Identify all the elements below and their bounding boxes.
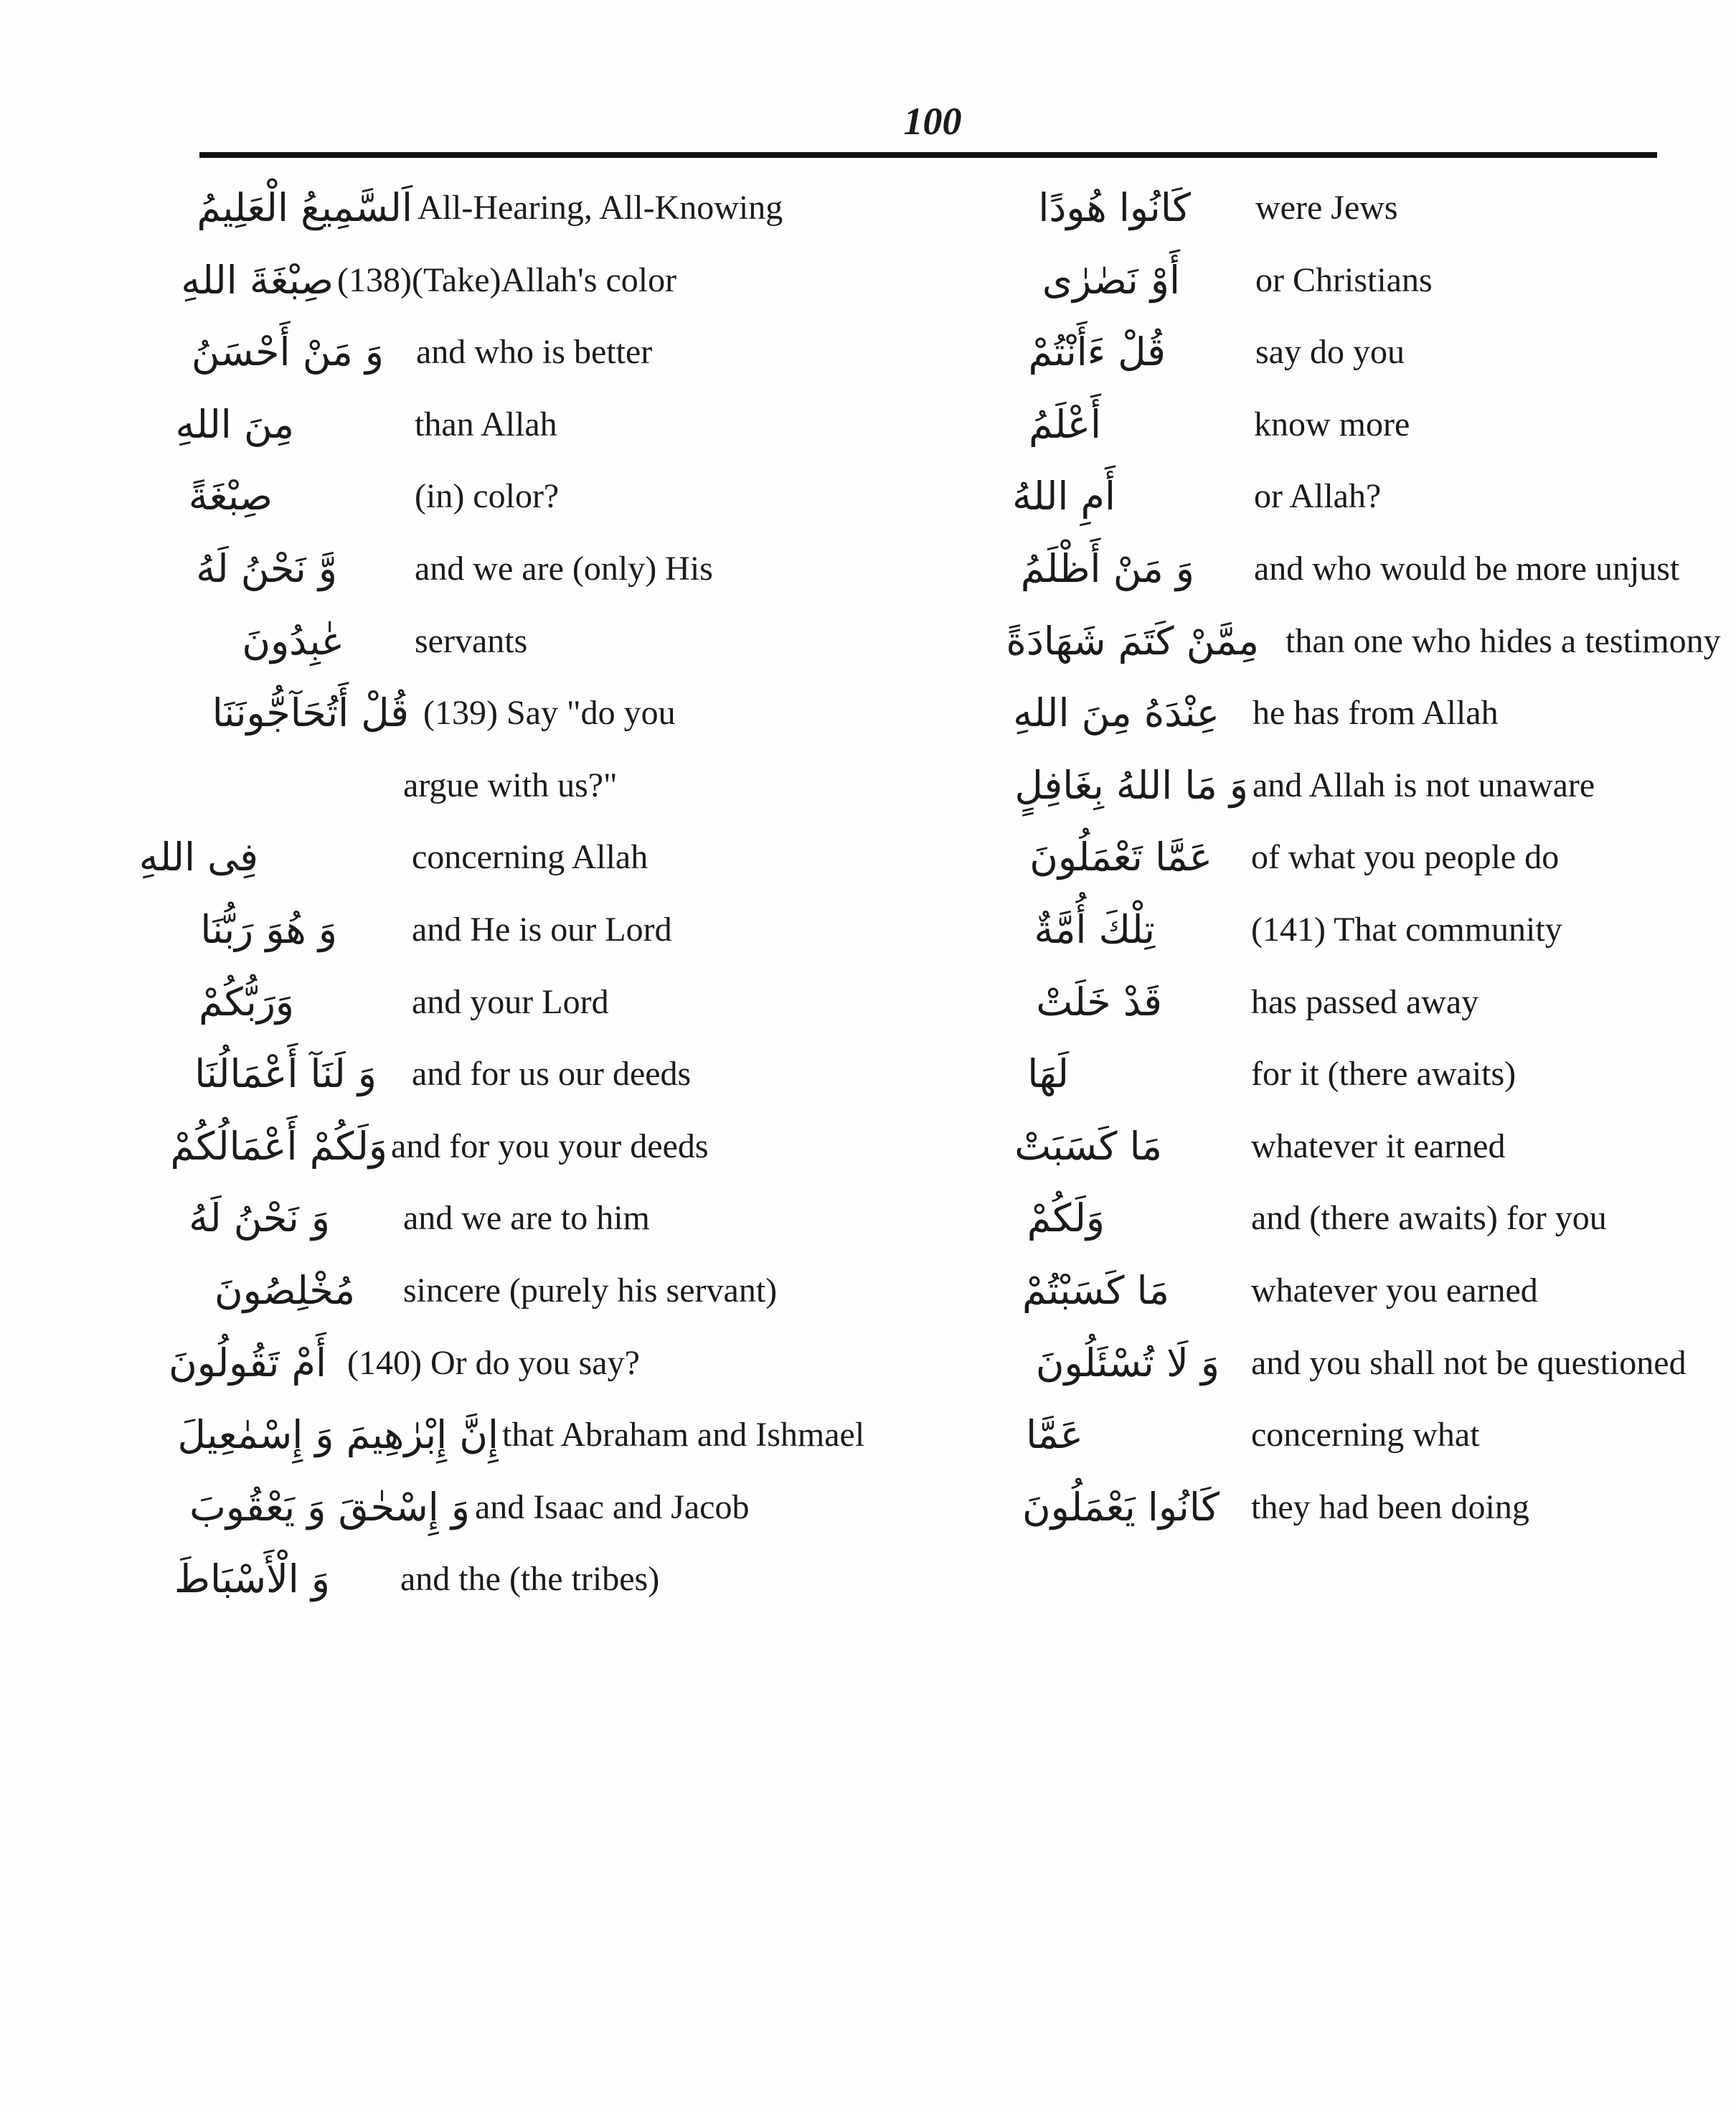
english-translation: and Allah is not unaware	[1253, 766, 1595, 804]
arabic-term: تِلْكَ أُمَّةٌ	[1034, 907, 1155, 952]
arabic-term: وَ هُوَ رَبُّنَا	[200, 907, 337, 952]
english-translation: and (there awaits) for you	[1251, 1199, 1607, 1238]
arabic-term: قُلْ ءَأَنْتُمْ	[1028, 329, 1166, 375]
arabic-term: وَلَكُمْ أَعْمَالُكُمْ	[170, 1123, 387, 1169]
arabic-term: أَمْ تَقُولُونَ	[169, 1340, 326, 1386]
arabic-term: إِنَّ إِبْرٰهِيمَ وَ إِسْمٰعِيلَ	[177, 1412, 499, 1458]
right-entry	[0, 1186, 1736, 1251]
english-translation: whatever you earned	[1251, 1271, 1538, 1310]
arabic-term: صِبْغَةَ اللهِ	[181, 257, 334, 303]
arabic-term: عٰبِدُونَ	[242, 618, 344, 664]
english-translation: know more	[1254, 405, 1410, 443]
arabic-term: أَمِ اللهُ	[1012, 474, 1115, 519]
arabic-term: كَانُوا هُودًا	[1038, 185, 1191, 230]
arabic-term: عِنْدَهُ مِنَ اللهِ	[1013, 690, 1220, 736]
arabic-term: وَ إِسْحٰقَ وَ يَعْقُوبَ	[189, 1484, 470, 1530]
english-translation: they had been doing	[1251, 1487, 1529, 1526]
arabic-term: مِنَ اللهِ	[175, 401, 294, 447]
english-translation: servants	[415, 621, 528, 660]
arabic-term: قَدْ خَلَتْ	[1036, 979, 1162, 1025]
english-translation: or Christians	[1255, 260, 1433, 299]
right-entry	[0, 1114, 1736, 1179]
right-entry	[0, 176, 1736, 240]
english-translation: and He is our Lord	[412, 911, 672, 949]
right-entry	[0, 248, 1736, 313]
english-translation: sincere (purely his servant)	[403, 1271, 778, 1310]
english-translation: (in) color?	[415, 477, 560, 516]
english-translation: and you shall not be questioned	[1251, 1343, 1687, 1382]
arabic-term: أَوْ نَصٰرٰى	[1042, 257, 1180, 303]
arabic-term: وَ نَحْنُ لَهُ	[189, 1195, 330, 1241]
arabic-term: وَ مَنْ أَظْلَمُ	[1020, 546, 1194, 591]
arabic-term: وَ لَا تُسْئَلُونَ	[1035, 1340, 1220, 1386]
right-entry	[0, 681, 1736, 746]
english-translation: (141) That community	[1251, 911, 1562, 949]
english-translation: has passed away	[1251, 982, 1479, 1021]
arabic-term: مُخْلِصُونَ	[214, 1268, 355, 1313]
english-translation: than Allah	[415, 405, 557, 443]
right-entry	[0, 320, 1736, 385]
english-translation: and who is better	[416, 333, 653, 372]
arabic-term: وَ لَنَآ أَعْمَالُنَا	[194, 1051, 377, 1097]
arabic-term: وَّ نَحْنُ لَهُ	[196, 546, 337, 591]
english-translation: he has from Allah	[1253, 694, 1499, 733]
english-translation: say do you	[1255, 333, 1405, 372]
right-entry	[0, 537, 1736, 601]
page-number: 100	[903, 100, 962, 143]
english-translation: (138)(Take)Allah's color	[337, 260, 677, 299]
arabic-term: وَرَبُّكُمْ	[199, 979, 294, 1025]
right-entry	[0, 1331, 1736, 1396]
arabic-term: وَ مَا اللهُ بِغَافِلٍ	[1014, 762, 1248, 808]
arabic-term: اَلسَّمِيعُ الْعَلِيمُ	[197, 185, 412, 230]
english-translation: of what you people do	[1251, 838, 1560, 877]
english-translation: concerning what	[1251, 1416, 1480, 1454]
english-translation: that Abraham and Ishmael	[502, 1416, 865, 1454]
right-entry	[0, 1259, 1736, 1323]
english-translation: and your Lord	[412, 982, 609, 1021]
english-translation: argue with us?"	[403, 766, 618, 804]
english-translation: and we are to him	[403, 1199, 650, 1238]
arabic-term: وَ الْأَسْبَاطَ	[174, 1556, 330, 1602]
right-entry	[0, 753, 1736, 818]
right-entry	[0, 609, 1736, 674]
english-translation: All-Hearing, All-Knowing	[418, 189, 783, 227]
english-translation: and for us our deeds	[412, 1055, 692, 1094]
right-entry	[0, 392, 1736, 457]
arabic-term: عَمَّا	[1026, 1412, 1083, 1458]
english-translation: (139) Say "do you	[423, 694, 676, 733]
english-translation: for it (there awaits)	[1251, 1055, 1516, 1094]
arabic-term: مِمَّنْ كَتَمَ شَهَادَةً	[1006, 618, 1259, 664]
english-translation: were Jews	[1255, 189, 1398, 227]
english-translation: (140) Or do you say?	[347, 1343, 640, 1382]
english-translation: and who would be more unjust	[1254, 550, 1680, 588]
arabic-term: قُلْ أَتُحَآجُّونَنَا	[212, 690, 409, 736]
arabic-term: فِى اللهِ	[138, 834, 258, 880]
right-entry	[0, 1475, 1736, 1540]
right-entry	[0, 970, 1736, 1035]
arabic-term: لَهَا	[1027, 1051, 1069, 1097]
arabic-term: صِبْغَةً	[188, 474, 273, 519]
arabic-term: مَا كَسَبَتْ	[1014, 1123, 1162, 1169]
english-translation: or Allah?	[1254, 477, 1382, 516]
english-translation: whatever it earned	[1251, 1127, 1506, 1165]
right-entry	[0, 898, 1736, 962]
right-entry	[0, 1042, 1736, 1106]
english-translation: and the (the tribes)	[400, 1560, 660, 1599]
arabic-term: وَلَكُمْ	[1027, 1195, 1105, 1241]
right-entry	[0, 825, 1736, 890]
english-translation: than one who hides a testimony	[1286, 621, 1721, 660]
english-translation: and Isaac and Jacob	[475, 1487, 750, 1526]
english-translation: concerning Allah	[412, 838, 648, 877]
right-entry	[0, 1403, 1736, 1467]
arabic-term: مَا كَسَبْتُمْ	[1022, 1268, 1169, 1313]
arabic-term: كَانُوا يَعْمَلُونَ	[1022, 1484, 1220, 1530]
right-entry	[0, 464, 1736, 529]
arabic-term: عَمَّا تَعْمَلُونَ	[1029, 834, 1212, 880]
english-translation: and we are (only) His	[415, 550, 713, 588]
arabic-term: وَ مَنْ أَحْسَنُ	[191, 329, 384, 375]
arabic-term: أَعْلَمُ	[1028, 401, 1101, 447]
english-translation: and for you your deeds	[391, 1127, 709, 1165]
